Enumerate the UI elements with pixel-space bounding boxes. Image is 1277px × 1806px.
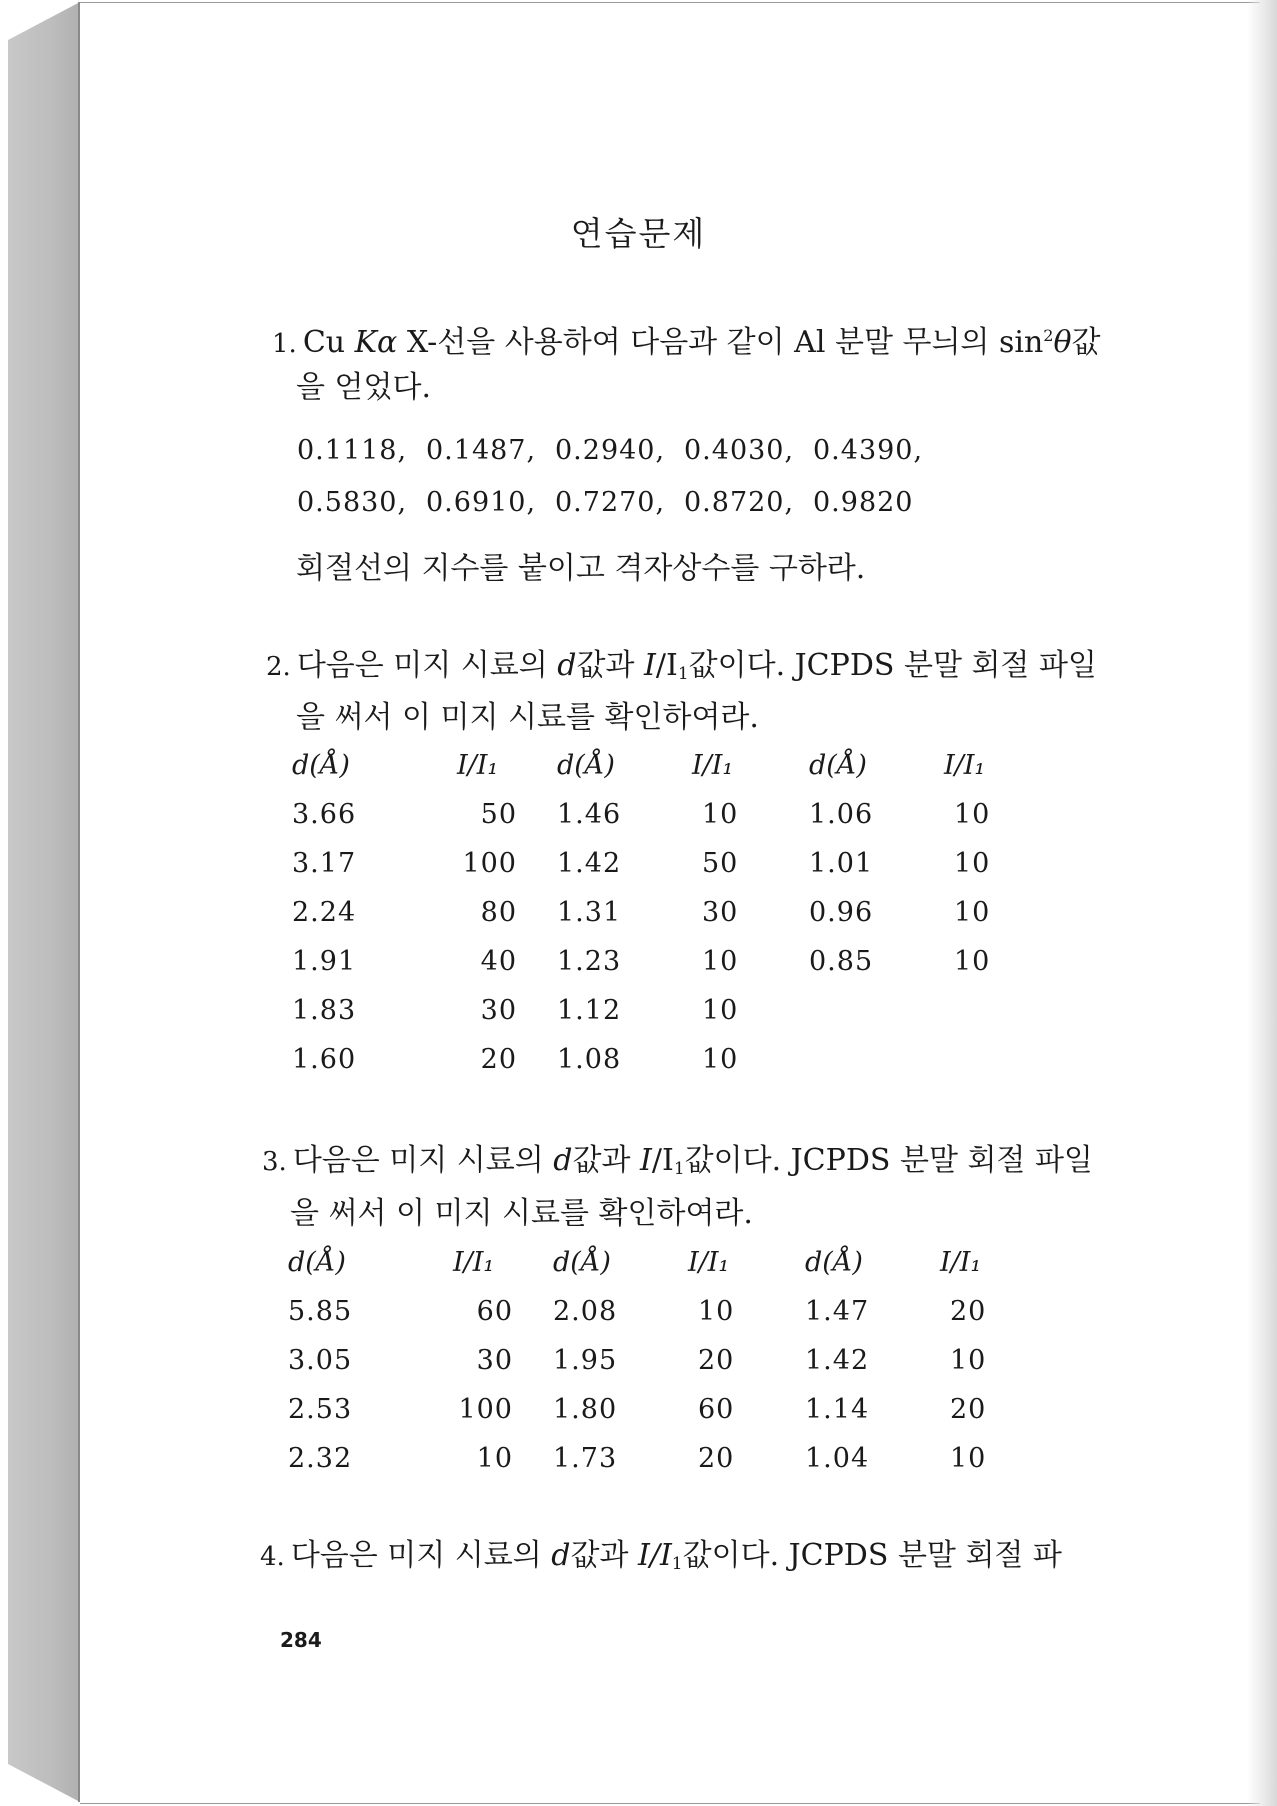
table-cell: 20 bbox=[950, 1296, 987, 1327]
table-cell: 40 bbox=[480, 946, 517, 977]
table-cell: 1.60 bbox=[292, 1044, 357, 1075]
table-cell: 10 bbox=[698, 1296, 735, 1327]
table-cell: 1.14 bbox=[805, 1394, 870, 1425]
table-cell: 10 bbox=[950, 1443, 987, 1474]
table-cell: 2.32 bbox=[288, 1443, 353, 1474]
table-cell: 1.12 bbox=[557, 995, 622, 1026]
table-cell: 10 bbox=[702, 799, 739, 830]
sin2-values bbox=[297, 424, 942, 528]
table-row bbox=[292, 888, 1024, 937]
table-cell: 100 bbox=[458, 1394, 513, 1425]
table-cell: 1.23 bbox=[557, 946, 622, 977]
table-cell: 1.31 bbox=[557, 897, 622, 928]
table-cell: 10 bbox=[954, 897, 991, 928]
table-cell: 50 bbox=[702, 848, 739, 879]
page-title: 연습문제 bbox=[570, 214, 707, 253]
problem-1-instruction: 회절선의 지수를 붙이고 격자상수를 구하라. bbox=[296, 551, 866, 586]
problem-3-line-1: 3. 다음은 미지 시료의 d값과 $I/I_1$값이다. JCPDS 분말 회절 파일 bbox=[262, 1143, 1093, 1179]
table-cell: 1.42 bbox=[557, 848, 622, 879]
table-cell: 30 bbox=[476, 1345, 513, 1376]
table-cell: 0.96 bbox=[809, 897, 874, 928]
table-cell: 10 bbox=[476, 1443, 513, 1474]
problem-2-line-1: 2. 다음은 미지 시료의 d값과 $I/I_1$값이다. JCPDS 분말 회절 파일 bbox=[266, 648, 1097, 684]
table-cell: 60 bbox=[476, 1296, 513, 1327]
table-cell: 10 bbox=[702, 995, 739, 1026]
table-cell: 0.85 bbox=[809, 946, 874, 977]
table-cell bbox=[809, 986, 944, 1035]
table-cell: 10 bbox=[954, 799, 991, 830]
table-cell: 10 bbox=[954, 946, 991, 977]
problem-4-line-1: 4. 다음은 미지 시료의 d값과 $I/I_1$값이다. JCPDS 분말 회절 파 bbox=[260, 1538, 1062, 1574]
table-cell: 2.53 bbox=[288, 1394, 353, 1425]
table-row bbox=[288, 1385, 1020, 1434]
table-cell: 20 bbox=[698, 1443, 735, 1474]
table-cell: 20 bbox=[698, 1345, 735, 1376]
table-cell: 1.83 bbox=[292, 995, 357, 1026]
table-cell bbox=[809, 1035, 944, 1084]
table-row bbox=[292, 790, 1024, 839]
table-cell: 1.80 bbox=[553, 1394, 618, 1425]
table-cell: 1.73 bbox=[553, 1443, 618, 1474]
problem-3-number: 3. bbox=[262, 1147, 287, 1177]
table-cell: 1.08 bbox=[557, 1044, 622, 1075]
table-cell: 10 bbox=[950, 1345, 987, 1376]
table-cell: 1.95 bbox=[553, 1345, 618, 1376]
sin2-values-row-2: 0.5830, 0.6910, 0.7270, 0.8720, 0.9820 bbox=[297, 486, 914, 518]
table-cell: 3.17 bbox=[292, 848, 357, 879]
page-edge-shadow bbox=[1247, 0, 1277, 1806]
page-number: 284 bbox=[280, 1628, 322, 1652]
table-cell: 1.04 bbox=[805, 1443, 870, 1474]
table-row bbox=[292, 937, 1024, 986]
table-cell: 1.42 bbox=[805, 1345, 870, 1376]
table-cell: 100 bbox=[462, 848, 517, 879]
problem-4-number: 4. bbox=[260, 1542, 285, 1572]
table-cell: 3.05 bbox=[288, 1345, 353, 1376]
table-cell: 1.47 bbox=[805, 1296, 870, 1327]
table-cell: 60 bbox=[698, 1394, 735, 1425]
table-row bbox=[292, 839, 1024, 888]
problem-2-table bbox=[292, 740, 1024, 1084]
problem-2-line-2: 을 써서 이 미지 시료를 확인하여라. bbox=[296, 700, 759, 735]
problem-1-number: 1. bbox=[272, 329, 297, 359]
problem-3-line-2: 을 써서 이 미지 시료를 확인하여라. bbox=[290, 1196, 753, 1231]
problem-2-number: 2. bbox=[266, 652, 291, 682]
table-cell: 10 bbox=[954, 848, 991, 879]
problem-1-line-2: 을 얻었다. bbox=[296, 370, 431, 405]
table-cell: 2.24 bbox=[292, 897, 357, 928]
sin2-values-row-1: 0.1118, 0.1487, 0.2940, 0.4030, 0.4390, bbox=[297, 434, 924, 466]
table-cell: 1.91 bbox=[292, 946, 357, 977]
table-cell: 2.08 bbox=[553, 1296, 618, 1327]
table-row bbox=[292, 1035, 1024, 1084]
table-row bbox=[288, 1336, 1020, 1385]
table-cell: 10 bbox=[702, 946, 739, 977]
table-cell: 30 bbox=[702, 897, 739, 928]
table-cell: 1.46 bbox=[557, 799, 622, 830]
table-header-row: d(Å) I/I₁ d(Å) I/I₁ d(Å) I/I₁ bbox=[292, 749, 986, 781]
table-cell: 5.85 bbox=[288, 1296, 353, 1327]
table-row bbox=[288, 1287, 1020, 1336]
table-header-row: d(Å) I/I₁ d(Å) I/I₁ d(Å) I/I₁ bbox=[288, 1246, 982, 1278]
table-row bbox=[288, 1434, 1020, 1483]
table-cell: 10 bbox=[702, 1044, 739, 1075]
problem-3-table bbox=[288, 1237, 1020, 1483]
table-cell bbox=[944, 1035, 1024, 1084]
table-cell bbox=[944, 986, 1024, 1035]
problem-1-line-1: 1. Cu Kα X-선을 사용하여 다음과 같이 Al 분말 무늬의 $\sin^2\theta$값 bbox=[272, 325, 1101, 360]
table-cell: 30 bbox=[480, 995, 517, 1026]
spine-edge bbox=[78, 2, 80, 1802]
book-spine bbox=[8, 2, 80, 1802]
table-cell: 3.66 bbox=[292, 799, 357, 830]
table-cell: 20 bbox=[950, 1394, 987, 1425]
table-cell: 20 bbox=[480, 1044, 517, 1075]
table-cell: 1.06 bbox=[809, 799, 874, 830]
table-row bbox=[292, 986, 1024, 1035]
table-cell: 1.01 bbox=[809, 848, 874, 879]
table-cell: 80 bbox=[480, 897, 517, 928]
table-cell: 50 bbox=[480, 799, 517, 830]
